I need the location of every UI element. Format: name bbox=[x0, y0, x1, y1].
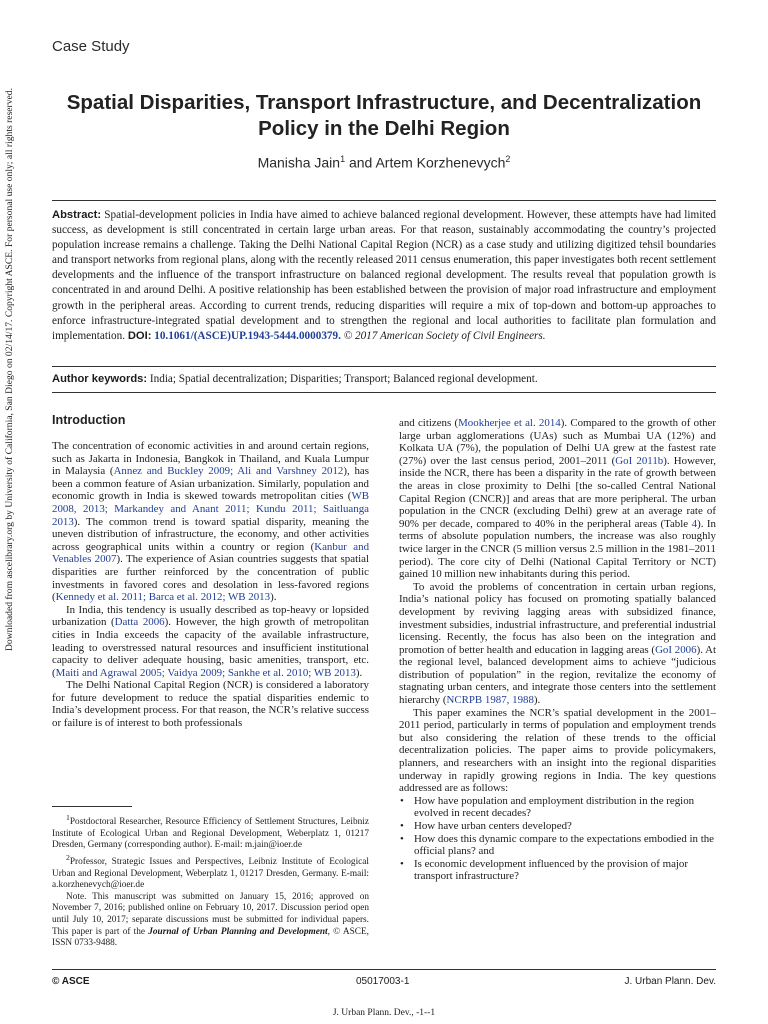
text-run: In India, this tendency is usually described as top-heavy or lopsided urbanization ( bbox=[52, 603, 369, 629]
author-2: Artem Korzhenevych bbox=[375, 154, 506, 171]
text-run: ). Compared to the growth of other large urban agglomerations (UAs) such as Mumbai UA (12%) and Kolkata UA (7%), the population of Delhi UA grew at the fastest rate (27%) over the last census period, 2001–2011 ( bbox=[399, 417, 717, 467]
table-link[interactable]: 4 bbox=[691, 517, 698, 530]
abstract bbox=[52, 208, 716, 344]
note-text-end: , © ASCE, ISSN 0733-9488. bbox=[52, 926, 369, 949]
authors-and: and bbox=[345, 154, 376, 171]
list-item: • How have urban centers developed? bbox=[399, 820, 716, 833]
footnote-1-mark: 1 bbox=[66, 813, 70, 822]
citation-link[interactable]: GoI 2006 bbox=[655, 643, 697, 656]
author-2-sup: 2 bbox=[505, 154, 511, 164]
right-paragraph-3: This paper examines the NCR’s spatial development in the 2001–2011 period, particularly in terms of population and employment trends but also considering the relation of these trends to the official decentralization policies. The paper aims to provide policymakers, planners, and researchers with an insight into the regional disparities underway in rapidly growing regions in India. The key questions addressed are as follows: bbox=[399, 706, 716, 795]
journal-name: Journal of Urban Planning and Development bbox=[148, 926, 328, 937]
text-run: ). At the regional level, balanced development aims to achieve “judicious distribution of population” in the region, revitalize the economy of stagnating urban centers, and integrate those centers into the settlement hierarchy ( bbox=[399, 643, 716, 707]
footnote-2 bbox=[52, 852, 369, 892]
section-label: Case Study bbox=[52, 38, 130, 55]
text-run: ). bbox=[355, 666, 363, 679]
author-1: Manisha Jain bbox=[257, 154, 341, 171]
citation-link[interactable]: WB 2008, 2013; Markandey and Anant 2011; Kundu 2011; Saitluanga 2013 bbox=[52, 490, 369, 528]
text-run: ), has been a common feature of Asian urbanization. Similarly, population and economic growth in India is skewed towards metropolitan cities ( bbox=[52, 465, 369, 503]
citation-link[interactable]: NCRPB 1987, 1988 bbox=[446, 694, 534, 707]
paper-title: Spatial Disparities, Transport Infrastructure, and Decentralization Policy in the Delhi Region bbox=[66, 91, 702, 140]
footnote-1-text: Postdoctoral Researcher, Resource Efficiency of Settlement Structures, Leibniz Institute of Ecological Urban and Regional Development, Weberplatz 1, 01217 Dresden, Germany (corresponding author). E-mail: m.jain@ioer.de bbox=[52, 817, 369, 851]
footnote-rule bbox=[52, 806, 132, 807]
text-run: ). However, the high growth of metropolitan cities in India exceeds the capacity of the available infrastructure, leading to overstressed natural resources and insufficient institutional capacity to deliver adequate housing, basic amenities, transport, etc. ( bbox=[52, 616, 369, 679]
abstract-label: Abstract: bbox=[52, 209, 102, 221]
abstract-top-rule bbox=[52, 200, 716, 201]
list-item: • How have population and employment distribution in the region evolved in recent decades? bbox=[399, 795, 716, 820]
text-run: ). The experience of Asian countries suggests that spatial disparities are further reinforced by the concentration of public investments in favored cores and desolation in less-favored regions ( bbox=[52, 553, 369, 604]
copyright-line: © 2017 American Society of Civil Engineers. bbox=[340, 329, 546, 342]
citation-link[interactable]: Kanbur and Venables 2007 bbox=[52, 540, 370, 566]
right-paragraph-2 bbox=[399, 581, 716, 707]
citation-link[interactable]: Annez and Buckley 2009; Ali and Varshney 2012 bbox=[113, 465, 344, 478]
intro-paragraph-3: The Delhi National Capital Region (NCR) is considered a laboratory for future development to reduce the spatial disparities endemic to India’s development process. For that reason, the NCR’s relative success or failure is of interest to both professionals bbox=[52, 679, 369, 730]
left-column bbox=[52, 440, 369, 730]
bottom-citation: J. Urban Plann. Dev., -1--1 bbox=[332, 1008, 436, 1018]
list-item: • Is economic development influenced by the provision of major transport infrastructure? bbox=[399, 858, 716, 883]
text-run: ). bbox=[533, 694, 541, 707]
right-paragraph-1 bbox=[399, 417, 716, 581]
author-1-sup: 1 bbox=[340, 154, 346, 164]
abstract-text: Spatial-development policies in India have aimed to achieve balanced regional development. However, these attempts have had limited success, as development is still concentrated in certain large urban areas. For that reason, sustainably accommodating the country’s projected population increase remains a challenge. Taking the Delhi National Capital Region (NCR) as a case study and utilizing digitized tehsil boundaries and transport networks from regional plans, along with the recently released 2011 census enumeration, this paper investigates both recent settlement developments and the influence of the transport infrastructure on balanced regional development. The results reveal that population growth is concentrated in and around Delhi. A positive relationship has been established between the provision of major road infrastructure and employment growth in the peripheral areas. According to current trends, reducing disparities will require a mix of top-down and bottom-up approaches to enforce infrastructure-integrated spatial development and to strengthen the regional and local authorities to facilitate plan formulation and implementation. bbox=[52, 209, 716, 342]
text-run: ). In terms of absolute population numbers, the increase was also roughly twice larger in the CNCR (5 million versus 2.5 million in the 1981–2011 period). The core city of Delhi (National Capital Territory or NCT) gained 10 million new inhabitants during this period. bbox=[399, 517, 716, 581]
footer-article-number: 05017003-1 bbox=[356, 976, 410, 987]
list-item: • How does this dynamic compare to the expectations embodied in the official plans? and bbox=[399, 833, 716, 858]
right-column bbox=[399, 417, 716, 883]
footnote-2-text: Professor, Strategic Issues and Perspectives, Leibniz Institute of Ecological Urban and Regional Development, Weberplatz 1, 01217 Dresden, Germany. E-mail: a.korzhenevych@ioer.de bbox=[52, 856, 369, 891]
text-run: ). bbox=[270, 591, 277, 604]
doi-link[interactable]: 10.1061/(ASCE)UP.1943-5444.0000379. bbox=[151, 329, 341, 342]
keywords-text: India; Spatial decentralization; Disparities; Transport; Balanced regional development. bbox=[147, 373, 538, 385]
text-run: ). The common trend is toward spatial disparity, meaning the uneven distribution of infrastructure, the economy, and other activities across geographical units within a country or region ( bbox=[52, 515, 369, 553]
text-run: and citizens ( bbox=[399, 417, 459, 429]
text-run: To avoid the problems of concentration in certain urban regions, India’s national policy has focused on promoting spatially balanced development by reviving lagging areas with subsidized finance, investment subsidies, industrial infrastructure, and preferential industrial licensing. Recently, the focus has also been on the integration and promotion of better health and education in lagging areas ( bbox=[399, 580, 716, 656]
intro-paragraph-1 bbox=[52, 440, 369, 604]
citation-link[interactable]: Maiti and Agrawal 2005; Vaidya 2009; Sankhe et al. 2010; WB 2013 bbox=[55, 666, 356, 679]
citation-link[interactable]: Kennedy et al. 2011; Barca et al. 2012; WB 2013 bbox=[55, 591, 271, 604]
citation-link[interactable]: GoI 2011b bbox=[615, 454, 664, 467]
manuscript-note bbox=[52, 892, 369, 950]
citation-link[interactable]: Datta 2006 bbox=[114, 616, 165, 629]
download-side-note: Downloaded from ascelibrary.org by University of California, San Diego on 02/14/17. Copyright ASCE. For personal use only; all rights reserved. bbox=[4, 87, 15, 651]
footer-journal: J. Urban Plann. Dev. bbox=[624, 976, 716, 987]
citation-link[interactable]: Mookherjee et al. 2014 bbox=[458, 417, 561, 429]
introduction-heading: Introduction bbox=[52, 413, 126, 427]
author-keywords bbox=[52, 372, 716, 387]
key-questions-list bbox=[399, 795, 716, 883]
footnote-1 bbox=[52, 812, 369, 852]
text-run: The concentration of economic activities in and around certain regions, such as Jakarta in Indonesia, Bangkok in Thailand, and Kuala Lumpur in Malaysia ( bbox=[52, 440, 369, 478]
footnote-2-mark: 2 bbox=[66, 852, 70, 862]
text-run: ). However, inside the NCR, there has been a disparity in the rate of growth between the areas in close proximity to Delhi [the so-called Central National Capital Region (CNCR)] and areas that are more peripheral. The urban population in the CNCR (excluding Delhi) grew at an average rate of 90% per decade, compared to 40% in the peripheral areas (Table bbox=[399, 454, 716, 530]
doi-label: DOI: bbox=[127, 329, 152, 342]
keywords-bottom-rule bbox=[52, 392, 716, 393]
author-line bbox=[52, 154, 716, 171]
keywords-label: Author keywords: bbox=[52, 373, 148, 385]
footnotes bbox=[52, 812, 369, 950]
keywords-top-rule bbox=[52, 366, 716, 367]
note-text: Note. This manuscript was submitted on January 15, 2016; approved on November 7, 2016; published online on February 10, 2017. Discussion period open until July 10, 2017; separate discussions must be submitted for individual papers. This paper is part of the bbox=[52, 891, 369, 937]
footer-publisher: © ASCE bbox=[52, 976, 90, 987]
footer-rule bbox=[52, 969, 716, 970]
intro-paragraph-2 bbox=[52, 604, 369, 680]
